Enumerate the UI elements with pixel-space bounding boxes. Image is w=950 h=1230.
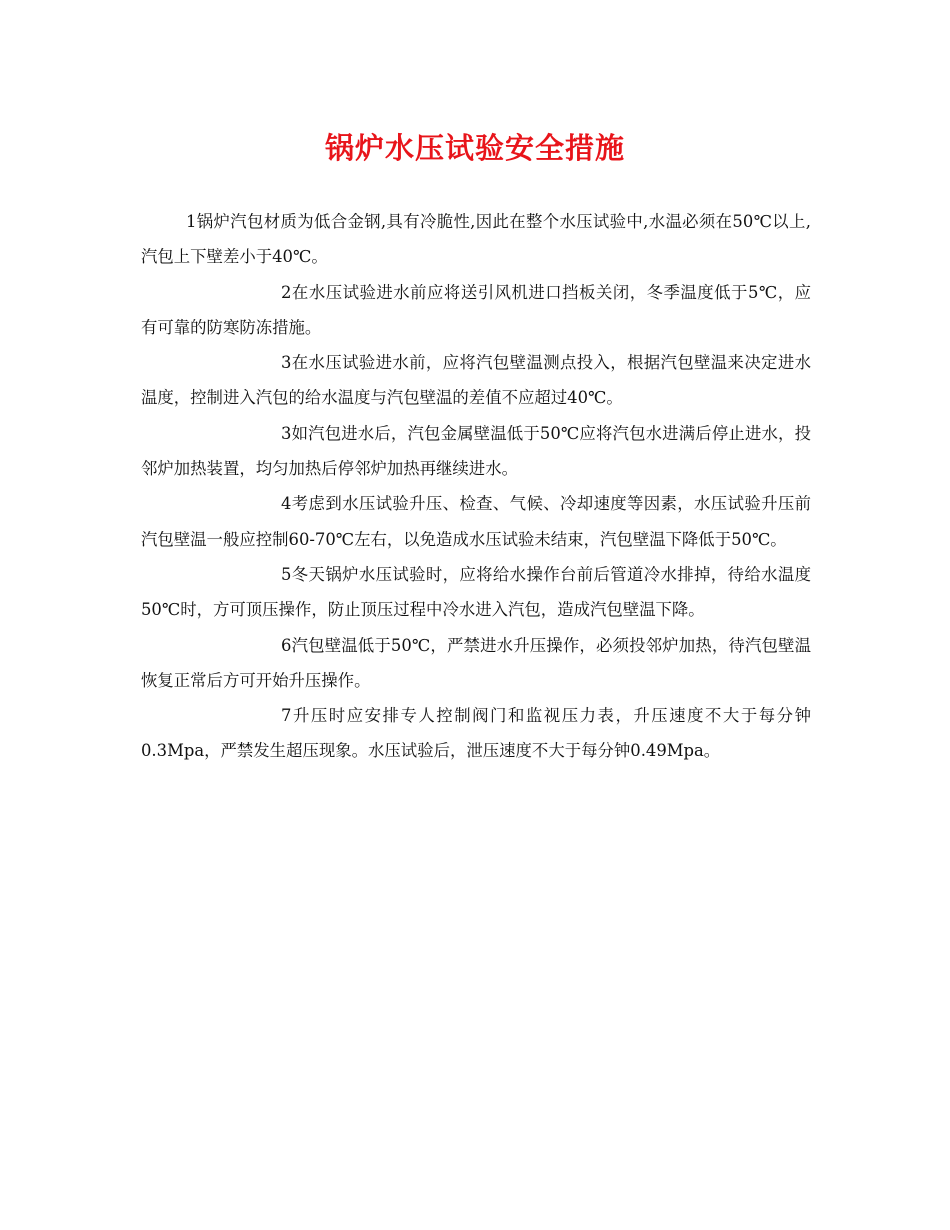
paragraph-8: 7升压时应安排专人控制阀门和监视压力表，升压速度不大于每分钟0.3Mpa，严禁发生超压现象。水压试验后，泄压速度不大于每分钟0.49Mpa。 [141,706,811,761]
page-title: 锅炉水压试验安全措施 [324,131,625,165]
paragraph-2: 2在水压试验进水前应将送引风机进口挡板关闭，冬季温度低于5℃，应有可靠的防寒防冻措施。 [141,282,811,337]
paragraph-1: 1锅炉汽包材质为低合金钢,具有冷脆性,因此在整个水压试验中,水温必须在50℃以上,汽包上下壁差小于40℃。 [141,212,811,267]
paragraph-5: 4考虑到水压试验升压、检查、气候、冷却速度等因素，水压试验升压前汽包壁温一般应控制60-70℃左右，以免造成水压试验未结束，汽包壁温下降低于50℃。 [141,494,811,549]
document-body [141,204,811,769]
paragraph-6: 5冬天锅炉水压试验时，应将给水操作台前后管道冷水排掉，待给水温度50℃时，方可顶压操作，防止顶压过程中冷水进入汽包，造成汽包壁温下降。 [141,564,811,620]
paragraph-7: 6汽包壁温低于50℃，严禁进水升压操作，必须投邻炉加热，待汽包壁温恢复正常后方可开始升压操作。 [141,635,811,690]
paragraph-4: 3如汽包进水后，汽包金属壁温低于50℃应将汽包水进满后停止进水，投邻炉加热装置，均匀加热后停邻炉加热再继续进水。 [141,423,811,479]
paragraph-3: 3在水压试验进水前，应将汽包壁温测点投入，根据汽包壁温来决定进水温度，控制进入汽包的给水温度与汽包壁温的差值不应超过40℃。 [141,353,811,408]
